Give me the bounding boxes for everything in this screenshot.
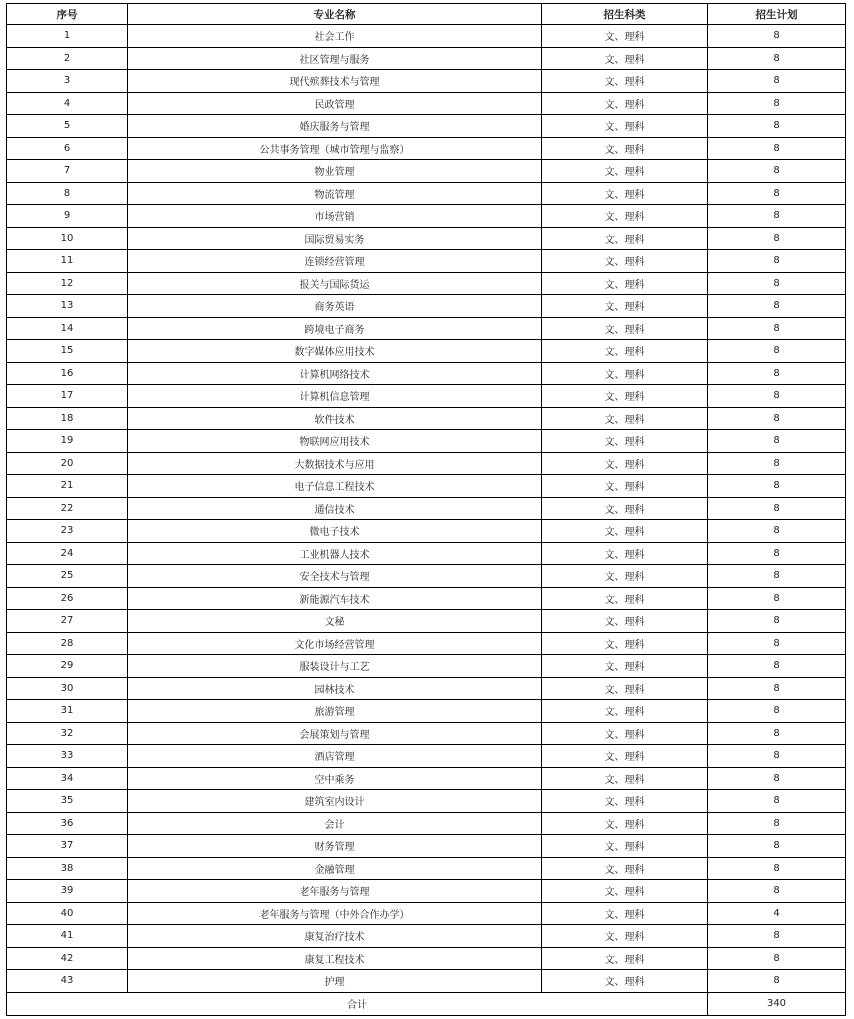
cell-category: 文、理科	[542, 25, 708, 48]
cell-plan: 8	[708, 565, 846, 588]
cell-category: 文、理科	[542, 340, 708, 363]
cell-category: 文、理科	[542, 92, 708, 115]
total-label: 合计	[7, 992, 708, 1015]
cell-category: 文、理科	[542, 700, 708, 723]
table-row	[7, 565, 846, 588]
cell-seq: 16	[7, 362, 128, 385]
cell-seq: 2	[7, 47, 128, 70]
cell-seq: 37	[7, 835, 128, 858]
table-row	[7, 520, 846, 543]
table-row	[7, 47, 846, 70]
cell-major: 空中乘务	[128, 767, 542, 790]
cell-major: 报关与国际货运	[128, 272, 542, 295]
cell-major: 公共事务管理（城市管理与监察）	[128, 137, 542, 160]
table-row	[7, 970, 846, 993]
cell-plan: 8	[708, 115, 846, 138]
cell-category: 文、理科	[542, 880, 708, 903]
cell-category: 文、理科	[542, 902, 708, 925]
cell-major: 婚庆服务与管理	[128, 115, 542, 138]
table-row	[7, 745, 846, 768]
table-row	[7, 812, 846, 835]
cell-category: 文、理科	[542, 182, 708, 205]
cell-seq: 31	[7, 700, 128, 723]
cell-category: 文、理科	[542, 362, 708, 385]
table-row	[7, 632, 846, 655]
cell-plan: 8	[708, 925, 846, 948]
cell-category: 文、理科	[542, 520, 708, 543]
table-header-row	[7, 4, 846, 25]
cell-major: 建筑室内设计	[128, 790, 542, 813]
table-row	[7, 92, 846, 115]
cell-seq: 18	[7, 407, 128, 430]
table-row	[7, 925, 846, 948]
cell-plan: 8	[708, 430, 846, 453]
cell-plan: 8	[708, 272, 846, 295]
cell-seq: 26	[7, 587, 128, 610]
cell-plan: 8	[708, 92, 846, 115]
cell-plan: 8	[708, 47, 846, 70]
cell-seq: 28	[7, 632, 128, 655]
cell-plan: 8	[708, 835, 846, 858]
cell-category: 文、理科	[542, 565, 708, 588]
cell-seq: 11	[7, 250, 128, 273]
cell-category: 文、理科	[542, 317, 708, 340]
table-row	[7, 835, 846, 858]
cell-seq: 40	[7, 902, 128, 925]
cell-category: 文、理科	[542, 160, 708, 183]
cell-plan: 8	[708, 812, 846, 835]
cell-seq: 24	[7, 542, 128, 565]
cell-category: 文、理科	[542, 655, 708, 678]
cell-category: 文、理科	[542, 205, 708, 228]
cell-seq: 4	[7, 92, 128, 115]
table-row	[7, 340, 846, 363]
cell-seq: 3	[7, 70, 128, 93]
cell-seq: 22	[7, 497, 128, 520]
header-seq: 序号	[7, 4, 128, 25]
cell-major: 金融管理	[128, 857, 542, 880]
cell-seq: 30	[7, 677, 128, 700]
cell-category: 文、理科	[542, 295, 708, 318]
cell-plan: 8	[708, 610, 846, 633]
cell-major: 微电子技术	[128, 520, 542, 543]
cell-seq: 5	[7, 115, 128, 138]
cell-category: 文、理科	[542, 745, 708, 768]
cell-major: 大数据技术与应用	[128, 452, 542, 475]
cell-plan: 8	[708, 25, 846, 48]
cell-category: 文、理科	[542, 587, 708, 610]
cell-seq: 21	[7, 475, 128, 498]
cell-plan: 8	[708, 542, 846, 565]
cell-major: 老年服务与管理（中外合作办学）	[128, 902, 542, 925]
table-row	[7, 880, 846, 903]
table-row	[7, 115, 846, 138]
cell-major: 旅游管理	[128, 700, 542, 723]
table-row	[7, 317, 846, 340]
total-row	[7, 992, 846, 1015]
cell-plan: 8	[708, 677, 846, 700]
cell-plan: 8	[708, 700, 846, 723]
header-plan: 招生计划	[708, 4, 846, 25]
cell-seq: 8	[7, 182, 128, 205]
cell-major: 民政管理	[128, 92, 542, 115]
header-category: 招生科类	[542, 4, 708, 25]
cell-category: 文、理科	[542, 835, 708, 858]
cell-plan: 8	[708, 317, 846, 340]
cell-seq: 32	[7, 722, 128, 745]
cell-seq: 10	[7, 227, 128, 250]
cell-seq: 27	[7, 610, 128, 633]
cell-major: 物流管理	[128, 182, 542, 205]
cell-category: 文、理科	[542, 722, 708, 745]
cell-seq: 20	[7, 452, 128, 475]
table-row	[7, 902, 846, 925]
cell-category: 文、理科	[542, 407, 708, 430]
cell-category: 文、理科	[542, 137, 708, 160]
cell-major: 文化市场经营管理	[128, 632, 542, 655]
table-row	[7, 250, 846, 273]
cell-category: 文、理科	[542, 385, 708, 408]
table-row	[7, 272, 846, 295]
cell-major: 护理	[128, 970, 542, 993]
cell-seq: 12	[7, 272, 128, 295]
cell-category: 文、理科	[542, 227, 708, 250]
cell-seq: 9	[7, 205, 128, 228]
cell-plan: 8	[708, 947, 846, 970]
table-row	[7, 182, 846, 205]
cell-seq: 7	[7, 160, 128, 183]
table-row	[7, 362, 846, 385]
table-row	[7, 137, 846, 160]
cell-major: 财务管理	[128, 835, 542, 858]
table-row	[7, 407, 846, 430]
table-row	[7, 227, 846, 250]
cell-major: 会展策划与管理	[128, 722, 542, 745]
cell-plan: 8	[708, 295, 846, 318]
cell-category: 文、理科	[542, 475, 708, 498]
cell-major: 数字媒体应用技术	[128, 340, 542, 363]
cell-category: 文、理科	[542, 767, 708, 790]
cell-plan: 8	[708, 385, 846, 408]
cell-seq: 29	[7, 655, 128, 678]
cell-category: 文、理科	[542, 115, 708, 138]
cell-major: 商务英语	[128, 295, 542, 318]
cell-plan: 8	[708, 970, 846, 993]
table-row	[7, 385, 846, 408]
table-row	[7, 205, 846, 228]
cell-major: 计算机网络技术	[128, 362, 542, 385]
cell-category: 文、理科	[542, 272, 708, 295]
cell-major: 新能源汽车技术	[128, 587, 542, 610]
cell-plan: 8	[708, 790, 846, 813]
cell-major: 园林技术	[128, 677, 542, 700]
table-row	[7, 722, 846, 745]
cell-category: 文、理科	[542, 790, 708, 813]
cell-plan: 8	[708, 70, 846, 93]
cell-seq: 23	[7, 520, 128, 543]
cell-plan: 8	[708, 160, 846, 183]
cell-major: 跨境电子商务	[128, 317, 542, 340]
cell-plan: 8	[708, 655, 846, 678]
table-row	[7, 857, 846, 880]
cell-category: 文、理科	[542, 250, 708, 273]
cell-major: 计算机信息管理	[128, 385, 542, 408]
header-major: 专业名称	[128, 4, 542, 25]
cell-seq: 41	[7, 925, 128, 948]
cell-plan: 8	[708, 340, 846, 363]
cell-plan: 8	[708, 745, 846, 768]
cell-plan: 8	[708, 362, 846, 385]
cell-plan: 8	[708, 227, 846, 250]
cell-seq: 43	[7, 970, 128, 993]
cell-major: 酒店管理	[128, 745, 542, 768]
cell-seq: 17	[7, 385, 128, 408]
table-row	[7, 542, 846, 565]
cell-category: 文、理科	[542, 452, 708, 475]
cell-major: 会计	[128, 812, 542, 835]
cell-seq: 33	[7, 745, 128, 768]
table-row	[7, 677, 846, 700]
cell-category: 文、理科	[542, 857, 708, 880]
cell-seq: 6	[7, 137, 128, 160]
cell-seq: 42	[7, 947, 128, 970]
cell-seq: 14	[7, 317, 128, 340]
cell-plan: 8	[708, 767, 846, 790]
cell-seq: 19	[7, 430, 128, 453]
cell-major: 安全技术与管理	[128, 565, 542, 588]
table-row	[7, 947, 846, 970]
table-row	[7, 430, 846, 453]
cell-plan: 8	[708, 722, 846, 745]
cell-seq: 34	[7, 767, 128, 790]
cell-major: 通信技术	[128, 497, 542, 520]
cell-category: 文、理科	[542, 925, 708, 948]
cell-major: 物联网应用技术	[128, 430, 542, 453]
cell-plan: 8	[708, 880, 846, 903]
cell-major: 连锁经营管理	[128, 250, 542, 273]
cell-major: 工业机器人技术	[128, 542, 542, 565]
table-row	[7, 610, 846, 633]
table-row	[7, 767, 846, 790]
cell-major: 现代殡葬技术与管理	[128, 70, 542, 93]
cell-major: 社区管理与服务	[128, 47, 542, 70]
cell-plan: 8	[708, 857, 846, 880]
table-row	[7, 497, 846, 520]
cell-seq: 1	[7, 25, 128, 48]
cell-plan: 8	[708, 205, 846, 228]
cell-major: 软件技术	[128, 407, 542, 430]
cell-category: 文、理科	[542, 430, 708, 453]
cell-major: 康复工程技术	[128, 947, 542, 970]
cell-seq: 39	[7, 880, 128, 903]
table-row	[7, 790, 846, 813]
cell-plan: 8	[708, 632, 846, 655]
cell-major: 社会工作	[128, 25, 542, 48]
cell-major: 电子信息工程技术	[128, 475, 542, 498]
cell-seq: 35	[7, 790, 128, 813]
cell-major: 老年服务与管理	[128, 880, 542, 903]
total-value: 340	[708, 992, 846, 1015]
cell-major: 康复治疗技术	[128, 925, 542, 948]
cell-plan: 8	[708, 475, 846, 498]
cell-plan: 8	[708, 407, 846, 430]
cell-major: 物业管理	[128, 160, 542, 183]
cell-seq: 25	[7, 565, 128, 588]
table-body	[7, 25, 846, 993]
cell-category: 文、理科	[542, 947, 708, 970]
cell-category: 文、理科	[542, 497, 708, 520]
cell-major: 服装设计与工艺	[128, 655, 542, 678]
cell-category: 文、理科	[542, 812, 708, 835]
cell-major: 国际贸易实务	[128, 227, 542, 250]
cell-category: 文、理科	[542, 47, 708, 70]
cell-plan: 8	[708, 182, 846, 205]
cell-plan: 8	[708, 452, 846, 475]
cell-category: 文、理科	[542, 610, 708, 633]
table-row	[7, 295, 846, 318]
cell-seq: 15	[7, 340, 128, 363]
cell-seq: 13	[7, 295, 128, 318]
enrollment-plan-table	[6, 3, 846, 1016]
cell-category: 文、理科	[542, 677, 708, 700]
table-row	[7, 160, 846, 183]
table-row	[7, 700, 846, 723]
table-row	[7, 452, 846, 475]
cell-category: 文、理科	[542, 542, 708, 565]
cell-major: 市场营销	[128, 205, 542, 228]
cell-category: 文、理科	[542, 632, 708, 655]
cell-plan: 8	[708, 497, 846, 520]
table-row	[7, 25, 846, 48]
cell-plan: 8	[708, 520, 846, 543]
cell-plan: 4	[708, 902, 846, 925]
cell-category: 文、理科	[542, 70, 708, 93]
cell-major: 文秘	[128, 610, 542, 633]
cell-seq: 36	[7, 812, 128, 835]
table-row	[7, 655, 846, 678]
cell-plan: 8	[708, 587, 846, 610]
cell-seq: 38	[7, 857, 128, 880]
table-row	[7, 587, 846, 610]
table-row	[7, 475, 846, 498]
cell-category: 文、理科	[542, 970, 708, 993]
cell-plan: 8	[708, 250, 846, 273]
table-row	[7, 70, 846, 93]
cell-plan: 8	[708, 137, 846, 160]
